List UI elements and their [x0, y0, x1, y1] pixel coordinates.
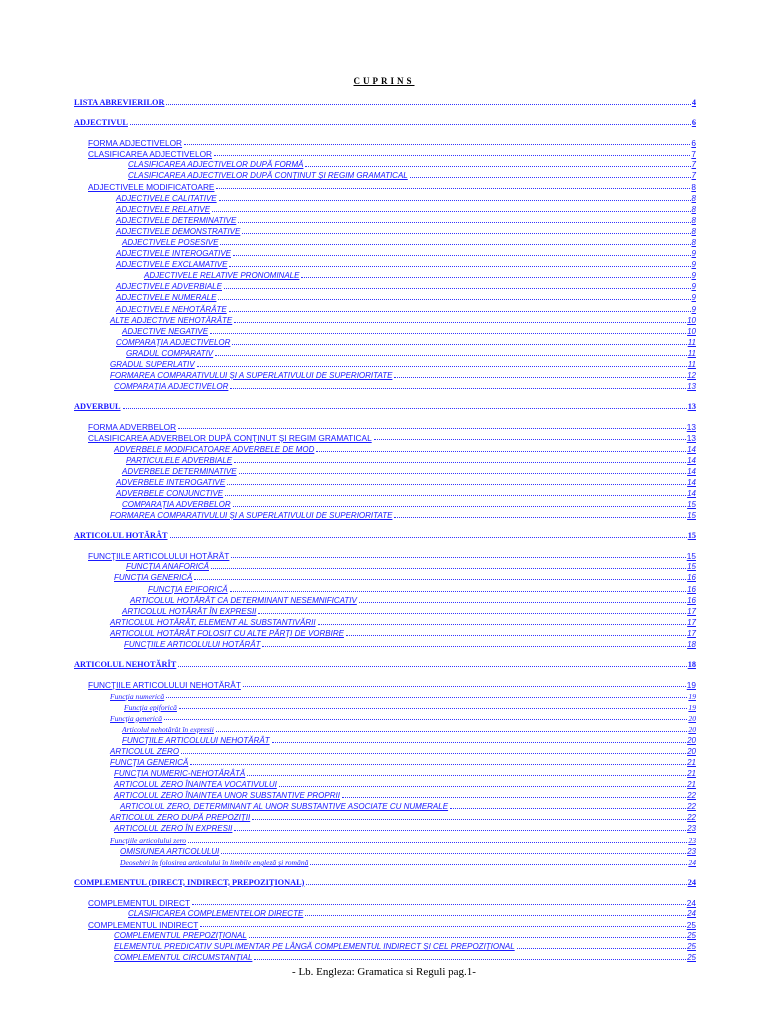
toc-entry-page: 23	[687, 824, 696, 834]
toc-entry-page: 20	[687, 746, 696, 756]
toc-entry[interactable]	[110, 314, 696, 325]
toc-entry-label: Articolul nehotărât în expresii	[122, 724, 214, 734]
toc-entry[interactable]	[74, 876, 696, 887]
toc-entry[interactable]	[130, 594, 696, 605]
dot-leader	[197, 366, 687, 367]
toc-entry-label: ARTICOLUL HOTĂRÂT FOLOSIT CU ALTE PĂRŢI DE VORBIRE	[110, 628, 344, 638]
toc-entry-label: ADJECTIVELE EXCLAMATIVE	[116, 260, 228, 270]
toc-entry[interactable]	[88, 896, 696, 907]
dot-leader	[410, 177, 691, 178]
toc-entry-page: 11	[687, 348, 696, 358]
dot-leader	[229, 266, 690, 267]
dot-leader	[164, 719, 687, 720]
toc-entry[interactable]	[116, 247, 696, 258]
toc-entry-page: 24	[686, 897, 696, 908]
toc-entry-label: ARTICOLUL ZERO ÎNAINTEA UNOR SUBSTANTIVE PROPRII	[114, 791, 340, 801]
dot-leader	[234, 830, 686, 831]
toc-entry-label: ARTICOLUL HOTĂRÂT ÎN EXPRESII	[122, 606, 257, 616]
toc-entry-page: 17	[687, 617, 696, 627]
dot-leader	[211, 568, 686, 569]
toc-entry[interactable]	[114, 571, 696, 582]
toc-entry[interactable]	[122, 723, 696, 734]
toc-entry-label: COMPLEMENTUL PREPOZIŢIONAL	[114, 931, 247, 941]
toc-entry-label: CLASIFICAREA ADVERBELOR DUPĂ CONŢINUT ŞI REGIM GRAMATICAL	[88, 433, 372, 444]
toc-entry[interactable]	[116, 476, 696, 487]
toc-entry-label: OMISIUNEA ARTICOLULUI	[120, 846, 220, 856]
toc-entry-label: ARTICOLUL ZERO DUPĂ PREPOZIŢII	[110, 813, 251, 823]
toc-entry[interactable]	[110, 616, 696, 627]
dot-leader	[305, 166, 690, 167]
toc-entry[interactable]	[116, 214, 696, 225]
toc-entry-label: ADJECTIVELE RELATIVE	[116, 204, 211, 214]
toc-entry-label: ADJECTIVELE NEHOTĂRÂTE	[116, 304, 227, 314]
toc-entry[interactable]	[116, 192, 696, 203]
toc-entry-label: Funcţiile articolului zero	[110, 835, 187, 845]
toc-entry-page: 25	[687, 953, 696, 963]
toc-entry-page: 24	[688, 858, 696, 868]
dot-leader	[239, 473, 687, 474]
toc-entry-label: ADJECTIVELE POSESIVE	[122, 237, 219, 247]
toc-entry-page: 10	[687, 326, 696, 336]
toc-entry[interactable]	[126, 347, 696, 358]
toc-entry-page: 24	[687, 877, 696, 887]
dot-leader	[178, 428, 686, 429]
toc-entry[interactable]	[120, 800, 696, 811]
toc-entry-label: FUNCŢIILE ARTICOLULUI NEHOTĂRÂT	[122, 735, 270, 745]
toc-entry-page: 22	[687, 813, 696, 823]
toc-entry-page: 13	[686, 422, 696, 432]
toc-entry-label: FORMAREA COMPARATIVULUI ŞI A SUPERLATIVULUI DE SUPERIORITATE	[110, 511, 393, 521]
toc-entry-label: PARTICULELE ADVERBIALE	[126, 455, 233, 465]
dot-leader	[123, 408, 687, 409]
toc-entry[interactable]	[110, 811, 696, 822]
toc-entry-label: Funcţia generică	[110, 713, 163, 723]
dot-leader	[243, 686, 686, 687]
toc-entry-label: COMPLEMENTUL INDIRECT	[88, 919, 199, 930]
toc-entry-page: 21	[687, 757, 696, 767]
toc-entry-page: 16	[687, 573, 696, 583]
toc-entry-page: 19	[688, 702, 696, 712]
toc-entry[interactable]	[110, 834, 696, 845]
toc-entry[interactable]	[74, 529, 696, 540]
toc-entry-label: ARTICOLUL ZERO ÎNAINTEA VOCATIVULUI	[114, 780, 277, 789]
toc-entry-label: ADJECTIVELE RELATIVE PRONOMINALE	[144, 271, 300, 281]
toc-entry[interactable]	[110, 745, 696, 756]
toc-entry-label: ADVERBELE INTEROGATIVE	[116, 477, 226, 487]
dot-leader	[346, 635, 686, 636]
dot-leader	[359, 602, 686, 603]
toc-entry-page: 22	[687, 802, 696, 812]
toc-entry-page: 9	[691, 282, 696, 292]
toc-entry-page: 6	[691, 137, 696, 148]
toc-entry-label: ADJECTIVELE CALITATIVE	[116, 193, 217, 203]
toc-entry-label: COMPLEMENTUL (DIRECT, INDIRECT, PREPOZIŢIONAL)	[74, 877, 305, 887]
dot-leader	[233, 506, 686, 507]
toc-entry-label: ARTICOLUL ZERO, DETERMINANT AL UNOR SUBSTANTIVE ASOCIATE CU NUMERALE	[120, 802, 449, 812]
toc-entry-label: Funcţia numerică	[110, 691, 165, 701]
dot-leader	[262, 646, 686, 647]
dot-leader	[227, 484, 686, 485]
dot-leader	[216, 188, 690, 189]
toc-entry[interactable]	[128, 169, 696, 180]
toc-entry-page: 13	[686, 433, 696, 444]
toc-entry[interactable]	[74, 116, 696, 127]
toc-entry-label: ARTICOLUL ZERO	[110, 746, 180, 756]
toc-entry-label: ADVERBELE CONJUNCTIVE	[116, 488, 224, 498]
toc-entry[interactable]	[110, 509, 696, 520]
toc-entry[interactable]	[114, 929, 696, 940]
toc-entry-page: 23	[688, 835, 696, 845]
toc-entry[interactable]	[110, 369, 696, 380]
toc-entry-page: 9	[691, 249, 696, 258]
toc-entry-page: 16	[687, 595, 696, 605]
dot-leader	[310, 864, 687, 865]
toc-entry-label: ADJECTIVELE NUMERALE	[116, 293, 217, 303]
dot-leader	[238, 222, 690, 223]
dot-leader	[254, 959, 686, 960]
dot-leader	[232, 344, 686, 345]
toc-entry-page: 8	[691, 204, 696, 214]
toc-entry-label: ARTICOLUL ZERO ÎN EXPRESII	[114, 824, 233, 834]
dot-leader	[190, 764, 686, 765]
toc-entry[interactable]	[114, 940, 696, 951]
dot-leader	[279, 786, 686, 787]
toc-entry[interactable]	[74, 658, 696, 669]
toc-entry[interactable]	[124, 700, 696, 711]
toc-entry[interactable]	[116, 303, 696, 314]
toc-entry[interactable]	[114, 778, 696, 789]
toc-entry-page: 15	[687, 530, 696, 540]
toc-entry-page: 14	[687, 477, 696, 487]
dot-leader	[318, 624, 687, 625]
toc-entry[interactable]	[120, 845, 696, 856]
toc-entry-page: 14	[687, 455, 696, 465]
toc-entry[interactable]	[88, 147, 696, 158]
dot-leader	[225, 495, 686, 496]
dot-leader	[215, 355, 687, 356]
toc-entry[interactable]	[114, 951, 696, 962]
dot-leader	[301, 277, 690, 278]
toc-entry-page: 7	[691, 148, 696, 159]
toc-entry-page: 9	[691, 271, 696, 281]
dot-leader	[166, 104, 690, 105]
toc-entry-page: 4	[691, 97, 696, 107]
toc-entry-label: ARTICOLUL HOTĂRÂT, ELEMENT AL SUBSTANTIVĂRII	[110, 617, 316, 627]
dot-leader	[216, 731, 688, 732]
toc-entry-label: ALTE ADJECTIVE NEHOTĂRÂTE	[110, 315, 233, 325]
toc-entry[interactable]	[126, 454, 696, 465]
toc-entry-label: ADJECTIVELE ADVERBIALE	[116, 282, 222, 292]
toc-entry[interactable]	[144, 269, 696, 280]
toc-entry[interactable]	[126, 560, 696, 571]
dot-leader	[394, 517, 686, 518]
toc-entry-label: ADJECTIVELE MODIFICATOARE	[88, 182, 215, 193]
dot-leader	[200, 926, 685, 927]
toc-entry[interactable]	[88, 136, 696, 147]
toc-entry[interactable]	[114, 767, 696, 778]
toc-entry-page: 20	[687, 735, 696, 745]
toc-entry[interactable]	[88, 678, 696, 689]
dot-leader	[450, 808, 686, 809]
toc-entry-page: 16	[687, 584, 696, 594]
dot-leader	[252, 819, 686, 820]
toc-entry-label: ARTICOLUL HOTĂRÂT CA DETERMINANT NESEMNIFICATIV	[130, 595, 357, 605]
dot-leader	[166, 697, 687, 698]
dot-leader	[233, 255, 691, 256]
toc-entry-page: 11	[687, 360, 696, 369]
toc-entry-page: 21	[687, 768, 696, 778]
toc-entry[interactable]	[88, 180, 696, 191]
toc-entry[interactable]	[116, 203, 696, 214]
toc-entry-label: ADVERBUL	[74, 402, 121, 411]
dot-leader	[316, 451, 686, 452]
toc-entry[interactable]	[114, 822, 696, 833]
toc-entry[interactable]	[114, 443, 696, 454]
toc-entry-page: 23	[687, 846, 696, 856]
dot-leader	[305, 915, 686, 916]
toc-entry-page: 9	[691, 293, 696, 303]
toc-entry-page: 17	[687, 628, 696, 638]
dot-leader	[220, 244, 690, 245]
dot-leader	[178, 666, 686, 667]
dot-leader	[249, 937, 686, 938]
toc-entry[interactable]	[122, 734, 696, 745]
dot-leader	[230, 591, 686, 592]
toc-entry[interactable]	[122, 498, 696, 509]
dot-leader	[218, 299, 690, 300]
toc-entry-label: FORMA ADJECTIVELOR	[88, 137, 183, 148]
toc-entry-page: 15	[687, 562, 696, 572]
toc-entry[interactable]	[88, 420, 696, 431]
toc-entry-page: 22	[687, 791, 696, 801]
toc-entry[interactable]	[88, 549, 696, 560]
toc-entry-label: COMPLEMENTUL DIRECT	[88, 897, 191, 908]
toc-entry-page: 15	[687, 511, 696, 521]
page-footer: - Lb. Engleza: Gramatica si Reguli pag.1-	[292, 966, 476, 978]
toc-entry-page: 8	[691, 226, 696, 236]
toc-entry[interactable]	[74, 96, 696, 107]
toc-entry-label: Deosebiri în folosirea articolului în limbile engleză şi română	[120, 858, 309, 868]
toc-entry[interactable]	[116, 291, 696, 302]
toc-entry-page: 19	[686, 679, 696, 690]
toc-entry-label: CLASIFICAREA COMPLEMENTELOR DIRECTE	[128, 908, 304, 918]
toc-entry-label: CLASIFICAREA ADJECTIVELOR DUPĂ FORMĂ	[128, 160, 304, 170]
toc-entry[interactable]	[124, 638, 696, 649]
toc-entry-page: 8	[691, 193, 696, 203]
toc-entry-label: FUNCŢIA NUMERIC-NEHOTĂRÂTĂ	[114, 768, 246, 778]
toc-entry-label: FUNCŢIA GENERICĂ	[114, 573, 193, 583]
toc-entry[interactable]	[110, 711, 696, 722]
dot-leader	[234, 462, 686, 463]
dot-leader	[230, 388, 686, 389]
toc-entry-page: 19	[688, 691, 696, 701]
toc-entry-label: FUNCŢIA ANAFORICĂ	[126, 562, 209, 572]
dot-leader	[130, 124, 691, 125]
toc-entry-label: COMPLEMENTUL CIRCUMSTANŢIAL	[114, 953, 253, 963]
toc-entry-label: CLASIFICAREA ADJECTIVELOR DUPĂ CONŢINUT ŞI REGIM GRAMATICAL	[128, 171, 408, 181]
toc-entry[interactable]	[114, 789, 696, 800]
toc-entry-label: COMPARAŢIA ADVERBELOR	[122, 500, 231, 509]
dot-leader	[179, 708, 687, 709]
dot-leader	[192, 904, 686, 905]
toc-entry-label: GRADUL COMPARATIV	[126, 348, 214, 358]
toc-entry-page: 20	[688, 713, 696, 723]
toc-entry-label: ARTICOLUL NEHOTĂRÎT	[74, 659, 177, 669]
dot-leader	[212, 211, 690, 212]
dot-leader	[188, 842, 687, 843]
toc-entry-page: 20	[688, 724, 696, 734]
toc-entry-label: Funcţia epiforică	[124, 702, 177, 712]
toc-entry-page: 14	[687, 488, 696, 498]
toc-entry-page: 15	[687, 500, 696, 509]
toc-entry[interactable]	[88, 918, 696, 929]
dot-leader	[374, 439, 686, 440]
toc-entry-label: ADJECTIVE NEGATIVE	[122, 326, 209, 336]
toc-entry-label: FUNCŢIILE ARTICOLULUI HOTĂRÂT	[124, 640, 261, 649]
dot-leader	[231, 557, 685, 558]
dot-leader	[181, 753, 686, 754]
toc-entry-page: 17	[687, 606, 696, 616]
toc-entry[interactable]	[110, 756, 696, 767]
toc-entry-label: COMPARAŢIA ADJECTIVELOR	[114, 382, 229, 392]
dot-leader	[247, 775, 686, 776]
toc-entry-label: ADJECTIVELE INTEROGATIVE	[116, 249, 231, 258]
toc-entry[interactable]	[148, 583, 696, 594]
toc-entry-page: 7	[691, 160, 696, 170]
toc-entry-label: FUNCŢIA EPIFORICĂ	[148, 584, 228, 594]
dot-leader	[258, 613, 686, 614]
dot-leader	[210, 333, 686, 334]
toc-entry-label: FUNCŢIILE ARTICOLULUI NEHOTĂRÂT	[88, 679, 241, 690]
toc-entry[interactable]	[116, 225, 696, 236]
toc-entry-label: ADJECTIVELE DEMONSTRATIVE	[116, 226, 241, 236]
toc-entry[interactable]	[114, 380, 696, 391]
toc-entry-label: ADVERBELE MODIFICATOARE ADVERBELE DE MOD	[114, 444, 315, 454]
dot-leader	[242, 233, 690, 234]
toc-entry[interactable]	[120, 856, 696, 867]
dot-leader	[214, 155, 690, 156]
toc-entry-page: 14	[687, 466, 696, 476]
toc-entry[interactable]	[128, 158, 696, 169]
toc-entry-page: 18	[687, 659, 696, 669]
toc-entry-label: FUNCŢIILE ARTICOLULUI HOTĂRÂT	[88, 550, 230, 561]
toc-entry-page: 8	[691, 215, 696, 225]
toc-entry[interactable]	[88, 431, 696, 442]
toc-entry-label: FORMAREA COMPARATIVULUI ŞI A SUPERLATIVULUI DE SUPERIORITATE	[110, 371, 393, 381]
toc-entry-page: 9	[691, 260, 696, 270]
dot-leader	[170, 537, 687, 538]
dot-leader	[342, 797, 686, 798]
toc-entry-page: 9	[691, 304, 696, 314]
toc-entry-page: 13	[687, 382, 696, 392]
dot-leader	[221, 853, 686, 854]
dot-leader	[184, 144, 690, 145]
toc-entry[interactable]	[122, 465, 696, 476]
toc-entry-page: 25	[687, 931, 696, 941]
page-title: CUPRINS	[353, 76, 415, 86]
toc-entry-label: ADJECTIVELE DETERMINATIVE	[116, 215, 237, 225]
dot-leader	[194, 579, 686, 580]
toc-entry-label: ARTICOLUL HOTĂRÂT	[74, 530, 168, 540]
dot-leader	[394, 377, 686, 378]
dot-leader	[224, 288, 691, 289]
toc-entry-page: 8	[691, 182, 696, 193]
toc-entry[interactable]	[74, 400, 696, 411]
toc-entry-label: FUNCŢIA GENERICĂ	[110, 757, 189, 767]
toc-entry[interactable]	[128, 907, 696, 918]
toc-entry-label: ELEMENTUL PREDICATIV SUPLIMENTAR PE LÂNGĂ COMPLEMENTUL INDIRECT ŞI CEL PREPOZIŢIONAL	[114, 942, 515, 952]
dot-leader	[272, 742, 687, 743]
dot-leader	[219, 200, 691, 201]
toc-entry-page: 14	[687, 444, 696, 454]
toc-entry[interactable]	[116, 280, 696, 291]
toc-entry-page: 24	[687, 908, 696, 918]
dot-leader	[306, 884, 686, 885]
toc-entry-label: COMPARAŢIA ADJECTIVELOR	[116, 337, 231, 347]
toc-entry-page: 18	[687, 640, 696, 649]
toc-entry-label: ADJECTIVUL	[74, 117, 128, 127]
toc-entry-page: 13	[687, 402, 696, 411]
toc-entry[interactable]	[122, 236, 696, 247]
toc-entry-page: 25	[687, 942, 696, 952]
toc-entry-page: 6	[691, 117, 696, 127]
toc-entry[interactable]	[110, 627, 696, 638]
toc-entry[interactable]	[110, 358, 696, 369]
toc-entry[interactable]	[116, 258, 696, 269]
toc-entry-page: 10	[687, 315, 696, 325]
toc-entry-page: 8	[691, 237, 696, 247]
dot-leader	[517, 948, 686, 949]
toc-entry-label: FORMA ADVERBELOR	[88, 422, 177, 432]
toc-entry-page: 15	[686, 550, 696, 561]
toc-entry[interactable]	[122, 605, 696, 616]
toc-entry-page: 25	[686, 919, 696, 930]
toc-entry-label: CLASIFICAREA ADJECTIVELOR	[88, 148, 213, 159]
dot-leader	[234, 322, 686, 323]
toc-entry-label: GRADUL SUPERLATIV	[110, 360, 195, 369]
toc-entry-page: 7	[691, 171, 696, 181]
toc-entry-page: 21	[687, 780, 696, 789]
toc-entry[interactable]	[110, 689, 696, 700]
dot-leader	[229, 311, 691, 312]
toc-entry[interactable]	[122, 325, 696, 336]
toc-entry[interactable]	[116, 487, 696, 498]
toc-entry-page: 12	[687, 371, 696, 381]
toc-entry-page: 11	[687, 337, 696, 347]
toc-entry-label: ADVERBELE DETERMINATIVE	[122, 466, 237, 476]
toc-entry[interactable]	[116, 336, 696, 347]
toc-entry-label: LISTA ABREVIERILOR	[74, 97, 165, 107]
